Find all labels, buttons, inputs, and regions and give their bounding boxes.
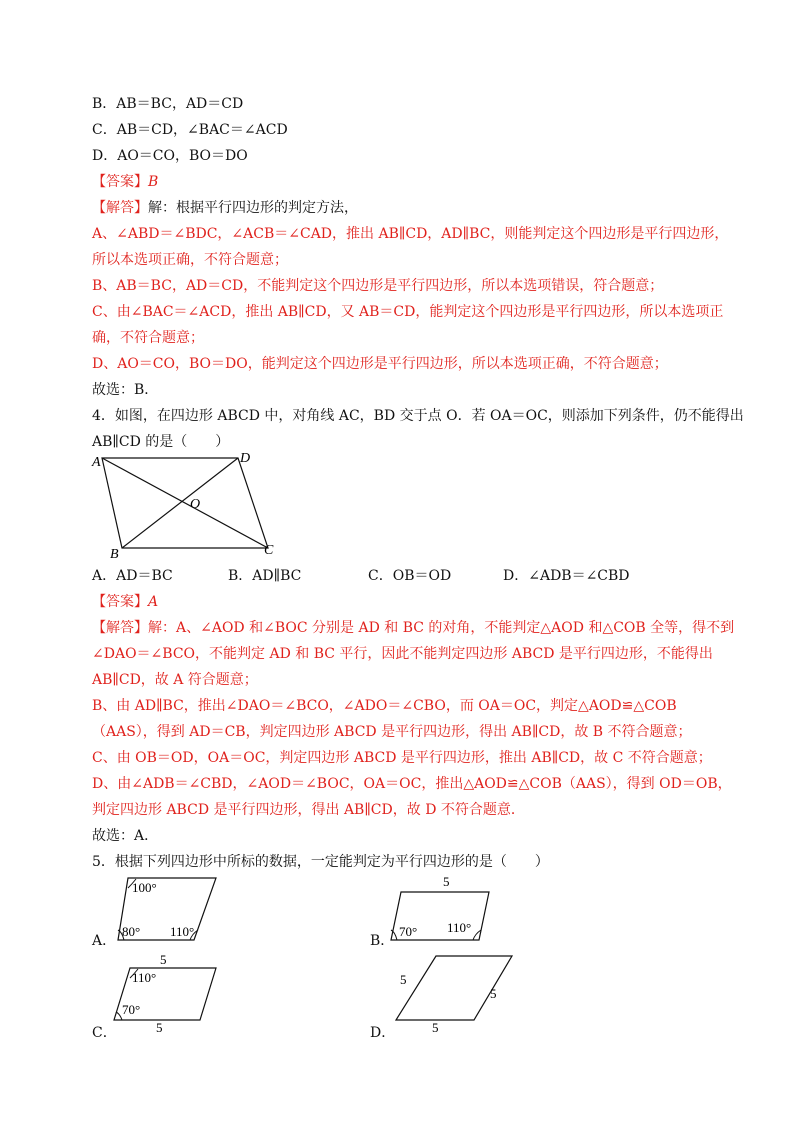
angle-label: 80° [122,924,141,939]
angle-label: 110° [132,970,157,985]
q5-stem: 5．根据下列四边形中所标的数据，一定能判定为平行四边形的是（ ） [92,854,549,870]
q5-fig-a-label: A． [92,933,117,949]
q5-figure-d [390,950,520,1034]
q3-solution-line: C、由∠BAC＝∠ACD，推出 AB∥CD，又 AB＝CD，能判定这个四边形是平行四边形，所以本选项正 [92,304,724,320]
q4-option-b: B．AD∥BC [228,568,302,584]
q4-option-a: A．AD＝BC [92,568,173,584]
side-label: 5 [400,972,407,987]
q3-solution-line: D、AO＝CO，BO＝DO，能判定这个四边形是平行四边形，所以本选项正确，不符合题意； [92,356,668,372]
q5-figure-b [385,870,495,946]
q4-option-c: C．OB＝OD [368,568,452,584]
q4-quadrilateral-figure [90,448,290,560]
q5-fig-c-label: C． [92,1025,117,1041]
q5-figure-a [110,870,220,946]
q3-solution-intro [92,198,358,218]
vertex-label-b: B [110,547,119,560]
answer-tag: 【答案】 [92,594,148,610]
side-label: 5 [432,1020,439,1034]
q5-figure-c [110,950,230,1034]
q4-solution-first [92,618,734,638]
solution-tag: 【解答】 [92,620,148,636]
q4-conclusion: 故选：A． [92,828,159,844]
q4-stem-line2: AB∥CD 的是（ ） [92,434,230,450]
q4-solution-line: （AAS），得到 AD＝CB，判定四边形 ABCD 是平行四边形，得出 AB∥CD，故 B 不符合题意； [92,724,692,740]
angle-label: 100° [132,880,157,895]
answer-value: B [148,174,159,190]
q4-solution-line: B、由 AD∥BC，推出∠DAO＝∠BCO，∠ADO＝∠CBO，而 OA＝OC，判定△AOD≌△COB [92,698,677,714]
q4-option-d: D．∠ADB＝∠CBD [503,568,630,584]
solution-tag: 【解答】 [92,200,148,216]
side-label: 5 [490,986,497,1001]
vertex-label-c: C [264,543,274,558]
q3-solution-line: B、AB＝BC，AD＝CD，不能判定这个四边形是平行四边形，所以本选项错误，符合题意； [92,278,664,294]
q5-fig-d-label: D． [370,1025,396,1041]
answer-tag: 【答案】 [92,174,148,190]
answer-value: A [148,594,159,610]
q4-solution-line: AB∥CD，故 A 符合题意； [92,672,258,688]
q3-solution-line: 所以本选项正确，不符合题意； [92,252,288,268]
angle-label: 110° [447,920,472,935]
solution-first-text: 解：A、∠AOD 和∠BOC 分别是 AD 和 BC 的对角，不能判定△AOD 和△COB 全等，得不到 [148,620,735,636]
side-label: 5 [160,952,167,967]
q4-solution-line: D、由∠ADB＝∠CBD，∠AOD＝∠BOC，OA＝OC，推出△AOD≌△COB（AAS），得到 OD＝OB， [92,776,732,792]
q3-conclusion: 故选：B． [92,382,159,398]
q3-answer [92,172,158,192]
side-label: 5 [156,1020,163,1034]
side-label: 5 [443,874,450,889]
angle-label: 70° [122,1002,141,1017]
q4-stem-line1: 4．如图，在四边形 ABCD 中，对角线 AC，BD 交于点 O．若 OA＝OC，则添加下列条件，仍不能得出 [92,408,744,424]
vertex-label-d: D [240,451,251,466]
q5-fig-b-label: B． [370,933,395,949]
q4-solution-line: ∠DAO＝∠BCO，不能判定 AD 和 BC 平行，因此不能判定四边形 ABCD 是平行四边形，不能得出 [92,646,713,662]
q3-option-d: D．AO＝CO，BO＝DO [92,148,248,164]
vertex-label-a: A [92,455,101,470]
q4-answer [92,592,158,612]
q4-solution-line: 判定四边形 ABCD 是平行四边形，得出 AB∥CD，故 D 不符合题意． [92,802,525,818]
angle-label: 110° [170,924,195,939]
q3-solution-line: A、∠ABD＝∠BDC，∠ACB＝∠CAD，推出 AB∥CD，AD∥BC，则能判定这个四边形是平行四边形， [92,226,729,242]
q3-solution-line: 确，不符合题意； [92,330,204,346]
angle-label: 70° [399,924,418,939]
center-label-o: O [190,497,201,512]
solution-intro-text: 解：根据平行四边形的判定方法， [148,200,358,216]
q4-solution-line: C、由 OB＝OD，OA＝OC，判定四边形 ABCD 是平行四边形，推出 AB∥CD，故 C 不符合题意； [92,750,712,766]
q3-option-c: C．AB＝CD，∠BAC＝∠ACD [92,122,288,138]
q3-option-b: B．AB＝BC，AD＝CD [92,96,244,112]
